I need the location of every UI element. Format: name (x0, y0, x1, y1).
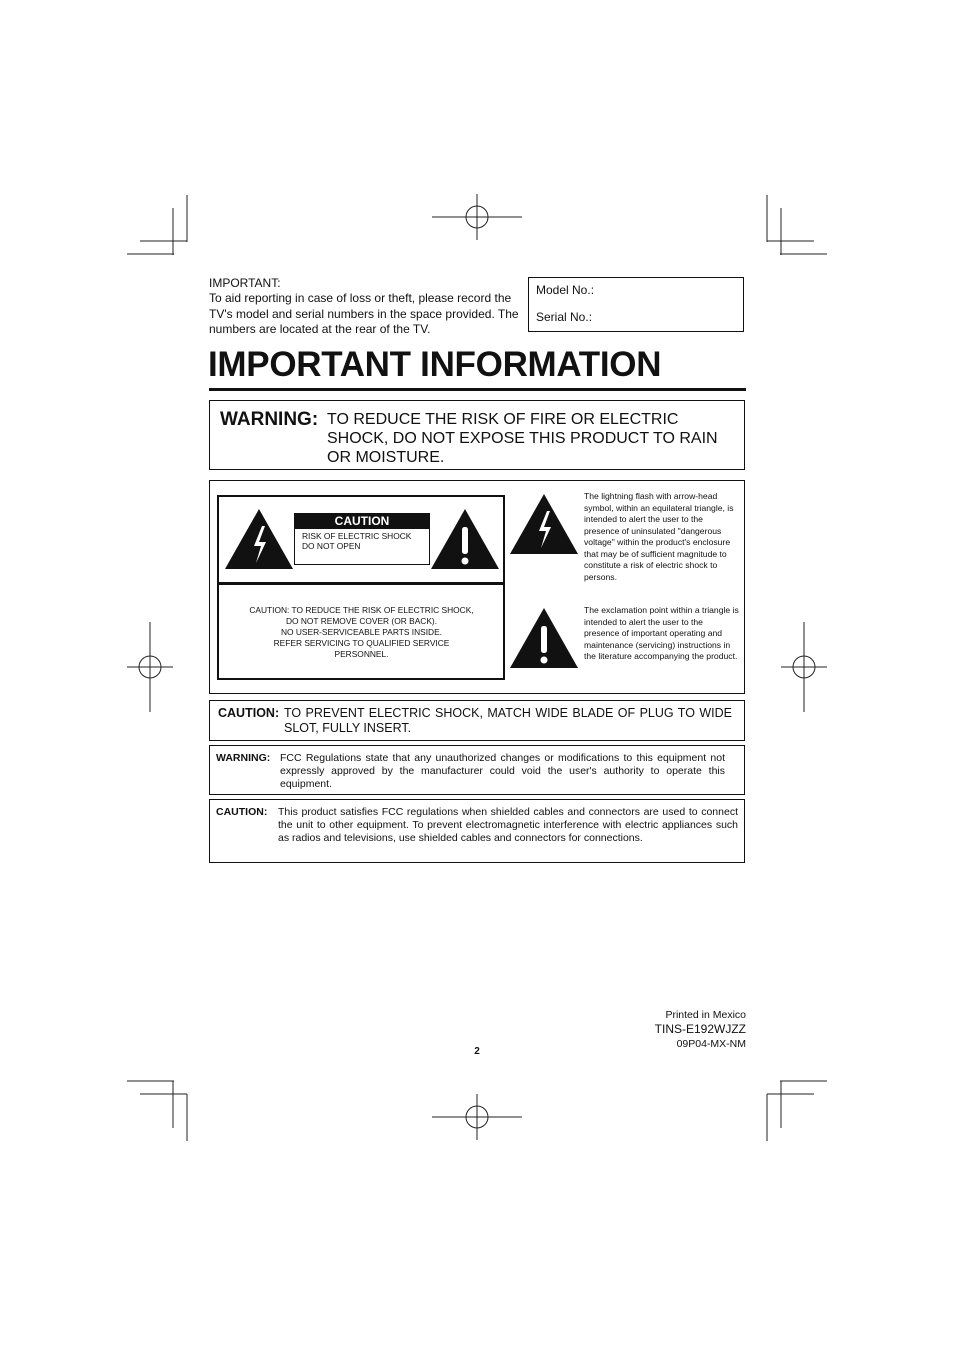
exclamation-description: The exclamation point within a triangle is intended to alert the user to the presence of important operating and maintenance (servicing) instructions in the literature accompanying the product. (584, 605, 739, 661)
page-number: 2 (474, 1046, 480, 1057)
caution-plug-text: TO PREVENT ELECTRIC SHOCK, MATCH WIDE BLADE OF PLUG TO WIDE SLOT, FULLY INSERT. (284, 706, 732, 735)
caution-sticker-line: DO NOT OPEN (302, 541, 361, 551)
safety-symbols-box (209, 480, 745, 694)
caution-sticker (294, 513, 430, 565)
printed-in-text: Printed in Mexico (665, 1009, 746, 1021)
warning-text: TO REDUCE THE RISK OF FIRE OR ELECTRIC SHOCK, DO NOT EXPOSE THIS PRODUCT TO RAIN OR MOISTURE. (327, 411, 718, 466)
intro-text: To aid reporting in case of loss or theft, please record the TV's model and serial numbers in the space provided. The numbers are located at the rear of the TV. (209, 291, 519, 336)
caution-label-panel (217, 495, 505, 680)
caution-panel-line: NO USER-SERVICEABLE PARTS INSIDE. (280, 627, 443, 637)
registration-mark-icon (781, 622, 827, 712)
warning-box (209, 400, 745, 470)
exclamation-triangle-icon (429, 507, 501, 571)
model-serial-box (528, 277, 744, 332)
caution-panel-line: CAUTION: TO REDUCE THE RISK OF ELECTRIC SHOCK, (249, 605, 474, 615)
caution-panel-line: REFER SERVICING TO QUALIFIED SERVICE (273, 638, 450, 648)
crop-mark-icon (767, 1081, 827, 1141)
fcc-warning-text: FCC Regulations state that any unauthorized changes or modifications to this equipment not expressly approved by the manufacturer could void the user's authority to operate this equipment. (280, 752, 725, 790)
panel-divider (219, 582, 503, 585)
caution-sticker-heading: CAUTION (295, 514, 429, 529)
fcc-warning-label: WARNING: (216, 752, 271, 764)
intro-heading: IMPORTANT: (209, 276, 281, 290)
crop-mark-icon (127, 1081, 187, 1141)
lightning-triangle-icon (223, 507, 295, 571)
caution-plug-label: CAUTION: (218, 706, 280, 720)
fcc-caution-label: CAUTION: (216, 806, 268, 818)
lightning-description: The lightning flash with arrow-head symbol, within an equilateral triangle, is intended to alert the user to the presence of uninsulated "dangerous voltage" within the product's enclosure that may be of sufficient magnitude to constitute a risk of electric shock to persons. (584, 491, 734, 582)
crop-mark-icon (767, 195, 827, 255)
lightning-triangle-icon (508, 492, 580, 556)
print-code: 09P04-MX-NM (676, 1038, 746, 1050)
registration-mark-icon (432, 194, 522, 240)
crop-mark-icon (127, 195, 187, 255)
page-title: IMPORTANT INFORMATION (208, 345, 662, 384)
warning-label: WARNING: (220, 409, 319, 430)
model-number-label: Model No.: (536, 283, 595, 297)
fcc-warning-box (209, 745, 745, 795)
serial-number-label: Serial No.: (536, 310, 593, 324)
document-code: TINS-E192WJZZ (654, 1022, 746, 1036)
registration-mark-icon (127, 622, 173, 712)
caution-sticker-line: RISK OF ELECTRIC SHOCK (302, 531, 412, 541)
registration-mark-icon (432, 1094, 522, 1140)
caution-panel-text (229, 605, 494, 660)
fcc-caution-text: This product satisfies FCC regulations when shielded cables and connectors are used to connect the unit to other equipment. To prevent electromagnetic interference with electric appliances such as radios and televisions, use shielded cables and connectors for connections. (278, 806, 738, 844)
intro-note (209, 276, 524, 337)
caution-panel-line: DO NOT REMOVE COVER (OR BACK). (285, 616, 438, 626)
caution-panel-line: PERSONNEL. (334, 649, 389, 659)
title-rule (209, 388, 746, 391)
caution-plug-box (209, 700, 745, 741)
exclamation-triangle-icon (508, 606, 580, 670)
fcc-caution-box (209, 799, 745, 863)
